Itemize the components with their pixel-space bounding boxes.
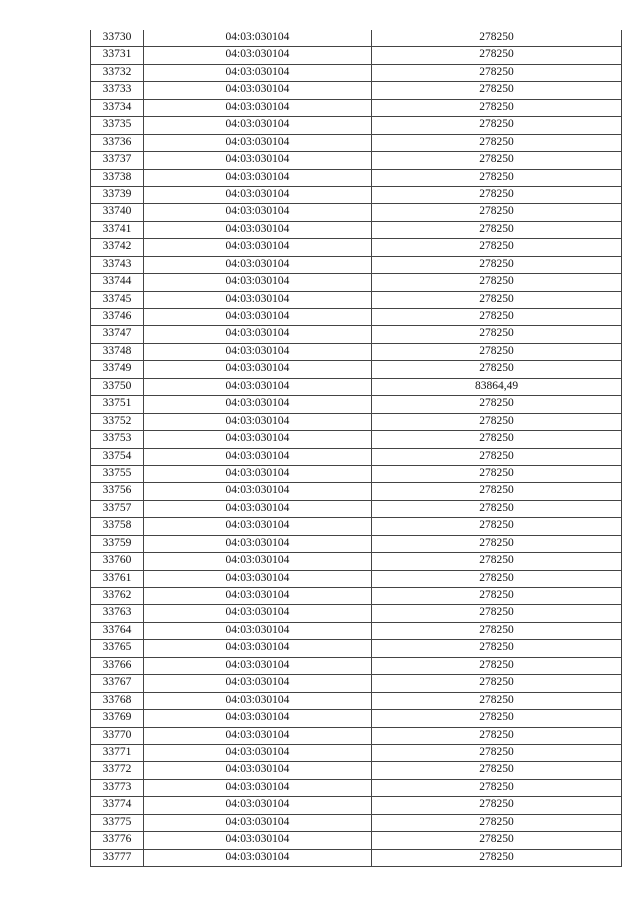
cell-record-number: 33765 xyxy=(91,640,144,657)
table-row xyxy=(91,396,622,413)
table-row xyxy=(91,47,622,64)
cell-cadastral-code: 04:03:030104 xyxy=(144,535,372,552)
cell-cadastral-code: 04:03:030104 xyxy=(144,622,372,639)
cell-cadastral-code: 04:03:030104 xyxy=(144,588,372,605)
table-row xyxy=(91,710,622,727)
cell-record-number: 33747 xyxy=(91,326,144,343)
cell-record-number: 33744 xyxy=(91,274,144,291)
cell-cadastral-code: 04:03:030104 xyxy=(144,30,372,47)
cell-record-number: 33741 xyxy=(91,221,144,238)
cell-cadastral-code: 04:03:030104 xyxy=(144,413,372,430)
cell-record-number: 33775 xyxy=(91,814,144,831)
cell-amount: 278250 xyxy=(372,448,622,465)
cell-amount: 278250 xyxy=(372,309,622,326)
cell-cadastral-code: 04:03:030104 xyxy=(144,378,372,395)
table-row xyxy=(91,553,622,570)
cell-amount: 278250 xyxy=(372,239,622,256)
cell-cadastral-code: 04:03:030104 xyxy=(144,396,372,413)
cell-record-number: 33743 xyxy=(91,256,144,273)
cell-amount: 278250 xyxy=(372,221,622,238)
cell-amount: 278250 xyxy=(372,186,622,203)
cell-amount: 278250 xyxy=(372,413,622,430)
cell-record-number: 33772 xyxy=(91,762,144,779)
cell-amount: 278250 xyxy=(372,692,622,709)
table-row xyxy=(91,343,622,360)
cell-record-number: 33753 xyxy=(91,431,144,448)
cell-record-number: 33777 xyxy=(91,849,144,866)
cell-record-number: 33762 xyxy=(91,588,144,605)
table-row xyxy=(91,727,622,744)
table-row xyxy=(91,849,622,866)
cell-cadastral-code: 04:03:030104 xyxy=(144,675,372,692)
cell-cadastral-code: 04:03:030104 xyxy=(144,448,372,465)
cell-amount: 278250 xyxy=(372,640,622,657)
table-row xyxy=(91,291,622,308)
cell-cadastral-code: 04:03:030104 xyxy=(144,762,372,779)
cell-record-number: 33758 xyxy=(91,518,144,535)
cell-record-number: 33748 xyxy=(91,343,144,360)
table-row xyxy=(91,30,622,47)
table-row xyxy=(91,413,622,430)
cell-cadastral-code: 04:03:030104 xyxy=(144,727,372,744)
table-row xyxy=(91,64,622,81)
table-row xyxy=(91,361,622,378)
cell-cadastral-code: 04:03:030104 xyxy=(144,82,372,99)
cell-amount: 278250 xyxy=(372,570,622,587)
cell-amount: 278250 xyxy=(372,779,622,796)
cell-cadastral-code: 04:03:030104 xyxy=(144,134,372,151)
cell-cadastral-code: 04:03:030104 xyxy=(144,483,372,500)
cell-amount: 278250 xyxy=(372,605,622,622)
table-row xyxy=(91,797,622,814)
cell-amount: 278250 xyxy=(372,30,622,47)
cell-amount: 278250 xyxy=(372,710,622,727)
cell-amount: 278250 xyxy=(372,343,622,360)
table-row xyxy=(91,204,622,221)
cell-amount: 278250 xyxy=(372,727,622,744)
cell-amount: 278250 xyxy=(372,849,622,866)
cell-cadastral-code: 04:03:030104 xyxy=(144,692,372,709)
cell-amount: 278250 xyxy=(372,622,622,639)
cell-amount: 278250 xyxy=(372,814,622,831)
cell-cadastral-code: 04:03:030104 xyxy=(144,849,372,866)
cell-record-number: 33760 xyxy=(91,553,144,570)
cell-record-number: 33766 xyxy=(91,657,144,674)
cell-record-number: 33735 xyxy=(91,117,144,134)
cell-record-number: 33770 xyxy=(91,727,144,744)
cell-cadastral-code: 04:03:030104 xyxy=(144,779,372,796)
table-row xyxy=(91,588,622,605)
cell-cadastral-code: 04:03:030104 xyxy=(144,326,372,343)
cell-amount: 278250 xyxy=(372,465,622,482)
table-row xyxy=(91,518,622,535)
cell-cadastral-code: 04:03:030104 xyxy=(144,169,372,186)
cell-amount: 278250 xyxy=(372,518,622,535)
cell-cadastral-code: 04:03:030104 xyxy=(144,710,372,727)
table-row xyxy=(91,779,622,796)
cell-amount: 278250 xyxy=(372,47,622,64)
cell-record-number: 33768 xyxy=(91,692,144,709)
cell-cadastral-code: 04:03:030104 xyxy=(144,361,372,378)
cell-amount: 278250 xyxy=(372,553,622,570)
cell-amount: 278250 xyxy=(372,588,622,605)
table-row xyxy=(91,622,622,639)
table-row xyxy=(91,500,622,517)
cell-amount: 278250 xyxy=(372,169,622,186)
cell-record-number: 33745 xyxy=(91,291,144,308)
cell-record-number: 33752 xyxy=(91,413,144,430)
cell-cadastral-code: 04:03:030104 xyxy=(144,570,372,587)
cell-amount: 278250 xyxy=(372,291,622,308)
cell-record-number: 33756 xyxy=(91,483,144,500)
cell-record-number: 33773 xyxy=(91,779,144,796)
cell-cadastral-code: 04:03:030104 xyxy=(144,744,372,761)
cell-cadastral-code: 04:03:030104 xyxy=(144,117,372,134)
table-row xyxy=(91,134,622,151)
cell-cadastral-code: 04:03:030104 xyxy=(144,186,372,203)
cell-cadastral-code: 04:03:030104 xyxy=(144,797,372,814)
cell-record-number: 33740 xyxy=(91,204,144,221)
cell-amount: 278250 xyxy=(372,134,622,151)
cell-amount: 278250 xyxy=(372,152,622,169)
table-row xyxy=(91,814,622,831)
cell-record-number: 33761 xyxy=(91,570,144,587)
table-row xyxy=(91,535,622,552)
cell-amount: 278250 xyxy=(372,326,622,343)
cell-amount: 278250 xyxy=(372,797,622,814)
cell-cadastral-code: 04:03:030104 xyxy=(144,64,372,81)
table-row xyxy=(91,640,622,657)
table-row xyxy=(91,221,622,238)
records-table-body xyxy=(91,30,622,867)
cell-record-number: 33731 xyxy=(91,47,144,64)
cell-cadastral-code: 04:03:030104 xyxy=(144,657,372,674)
cell-record-number: 33751 xyxy=(91,396,144,413)
cell-amount: 278250 xyxy=(372,675,622,692)
cell-record-number: 33739 xyxy=(91,186,144,203)
cell-amount: 278250 xyxy=(372,832,622,849)
cell-record-number: 33757 xyxy=(91,500,144,517)
cell-cadastral-code: 04:03:030104 xyxy=(144,832,372,849)
table-row xyxy=(91,186,622,203)
cell-record-number: 33742 xyxy=(91,239,144,256)
table-row xyxy=(91,692,622,709)
cell-cadastral-code: 04:03:030104 xyxy=(144,343,372,360)
cell-record-number: 33754 xyxy=(91,448,144,465)
table-row xyxy=(91,570,622,587)
cell-amount: 278250 xyxy=(372,64,622,81)
cell-record-number: 33750 xyxy=(91,378,144,395)
cell-cadastral-code: 04:03:030104 xyxy=(144,500,372,517)
table-row xyxy=(91,239,622,256)
cell-amount: 278250 xyxy=(372,500,622,517)
cell-cadastral-code: 04:03:030104 xyxy=(144,239,372,256)
cell-cadastral-code: 04:03:030104 xyxy=(144,99,372,116)
table-row xyxy=(91,378,622,395)
cell-amount: 278250 xyxy=(372,117,622,134)
cell-amount: 278250 xyxy=(372,274,622,291)
table-row xyxy=(91,326,622,343)
cell-cadastral-code: 04:03:030104 xyxy=(144,204,372,221)
table-row xyxy=(91,675,622,692)
table-row xyxy=(91,605,622,622)
cell-record-number: 33764 xyxy=(91,622,144,639)
cell-record-number: 33738 xyxy=(91,169,144,186)
cell-amount: 278250 xyxy=(372,744,622,761)
cell-record-number: 33755 xyxy=(91,465,144,482)
cell-amount: 278250 xyxy=(372,535,622,552)
table-row xyxy=(91,169,622,186)
cell-amount: 278250 xyxy=(372,82,622,99)
cell-cadastral-code: 04:03:030104 xyxy=(144,152,372,169)
cell-record-number: 33730 xyxy=(91,30,144,47)
cell-cadastral-code: 04:03:030104 xyxy=(144,465,372,482)
cell-record-number: 33733 xyxy=(91,82,144,99)
table-row xyxy=(91,274,622,291)
table-row xyxy=(91,465,622,482)
cell-cadastral-code: 04:03:030104 xyxy=(144,47,372,64)
records-table xyxy=(90,30,622,867)
table-row xyxy=(91,483,622,500)
cell-cadastral-code: 04:03:030104 xyxy=(144,814,372,831)
cell-record-number: 33746 xyxy=(91,309,144,326)
table-row xyxy=(91,152,622,169)
table-row xyxy=(91,657,622,674)
cell-record-number: 33732 xyxy=(91,64,144,81)
cell-record-number: 33759 xyxy=(91,535,144,552)
cell-cadastral-code: 04:03:030104 xyxy=(144,640,372,657)
cell-cadastral-code: 04:03:030104 xyxy=(144,309,372,326)
cell-record-number: 33734 xyxy=(91,99,144,116)
cell-amount: 278250 xyxy=(372,762,622,779)
cell-record-number: 33737 xyxy=(91,152,144,169)
cell-amount: 83864,49 xyxy=(372,378,622,395)
cell-cadastral-code: 04:03:030104 xyxy=(144,553,372,570)
cell-amount: 278250 xyxy=(372,204,622,221)
table-row xyxy=(91,448,622,465)
cell-cadastral-code: 04:03:030104 xyxy=(144,256,372,273)
cell-record-number: 33763 xyxy=(91,605,144,622)
cell-amount: 278250 xyxy=(372,657,622,674)
cell-cadastral-code: 04:03:030104 xyxy=(144,518,372,535)
cell-amount: 278250 xyxy=(372,396,622,413)
table-row xyxy=(91,431,622,448)
cell-record-number: 33736 xyxy=(91,134,144,151)
cell-amount: 278250 xyxy=(372,256,622,273)
cell-record-number: 33774 xyxy=(91,797,144,814)
cell-amount: 278250 xyxy=(372,431,622,448)
cell-record-number: 33749 xyxy=(91,361,144,378)
cell-record-number: 33776 xyxy=(91,832,144,849)
table-row xyxy=(91,117,622,134)
cell-cadastral-code: 04:03:030104 xyxy=(144,605,372,622)
cell-record-number: 33769 xyxy=(91,710,144,727)
cell-cadastral-code: 04:03:030104 xyxy=(144,431,372,448)
table-row xyxy=(91,744,622,761)
cell-cadastral-code: 04:03:030104 xyxy=(144,291,372,308)
table-row xyxy=(91,832,622,849)
cell-cadastral-code: 04:03:030104 xyxy=(144,221,372,238)
cell-amount: 278250 xyxy=(372,361,622,378)
table-row xyxy=(91,82,622,99)
cell-record-number: 33767 xyxy=(91,675,144,692)
table-row xyxy=(91,762,622,779)
table-row xyxy=(91,99,622,116)
cell-cadastral-code: 04:03:030104 xyxy=(144,274,372,291)
cell-amount: 278250 xyxy=(372,483,622,500)
cell-amount: 278250 xyxy=(372,99,622,116)
cell-record-number: 33771 xyxy=(91,744,144,761)
table-row xyxy=(91,256,622,273)
table-row xyxy=(91,309,622,326)
